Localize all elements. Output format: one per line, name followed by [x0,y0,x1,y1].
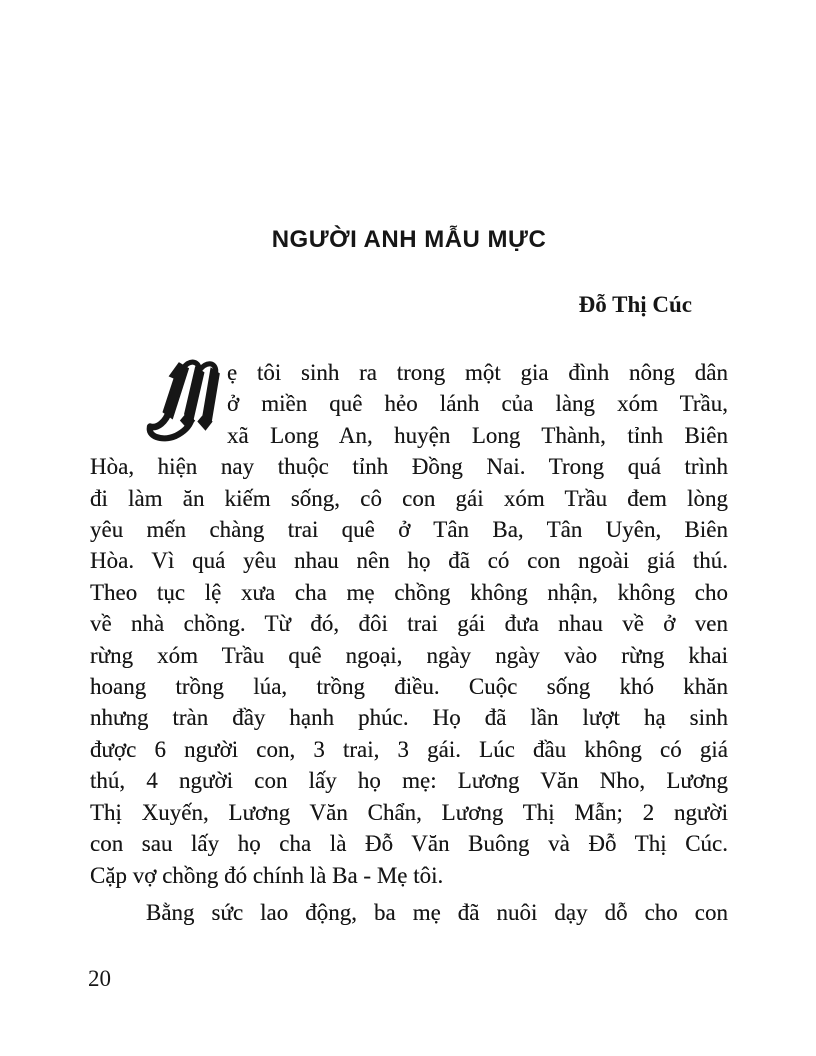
text-line: hoang trồng lúa, trồng điều. Cuộc sống khó khăn [90,674,728,700]
text-line: thú, 4 người con lấy họ mẹ: Lương Văn Nho, Lương [90,768,728,794]
chapter-title: NGƯỜI ANH MẪU MỰC [271,226,547,253]
paragraph-2 [90,897,728,928]
text-line: yêu mến chàng trai quê ở Tân Ba, Tân Uyên, Biên [90,517,728,543]
text-line: ở miền quê hẻo lánh của làng xóm Trầu, [227,391,728,417]
text-line: Hòa, hiện nay thuộc tỉnh Đồng Nai. Trong quá trình [90,454,728,480]
text-line: ẹ tôi sinh ra trong một gia đình nông dân [227,360,728,385]
text-line: Theo tục lệ xưa cha mẹ chồng không nhận, không cho [90,579,728,605]
drop-cap [90,357,227,449]
text-line: nhưng tràn đầy hạnh phúc. Họ đã lần lượt hạ sinh [90,705,728,731]
text-line: rừng xóm Trầu quê ngoại, ngày ngày vào rừng khai [90,642,728,668]
blackletter-m-icon [145,359,225,441]
text-line: Thị Xuyến, Lương Văn Chẩn, Lương Thị Mẫn; 2 người [90,799,728,825]
text-line: Cặp vợ chồng đó chính là Ba - Mẹ tôi. [90,862,444,888]
paragraph-1 [90,357,728,891]
text-line: Bằng sức lao động, ba mẹ đã nuôi dạy dỗ cho con [146,899,728,925]
author-name: Đỗ Thị Cúc [578,292,692,317]
text-line: xã Long An, huyện Long Thành, tỉnh Biên [227,422,728,448]
text-line: về nhà chồng. Từ đó, đôi trai gái đưa nhau về ở ven [90,611,728,637]
page-number: 20 [88,966,111,991]
text-line: đi làm ăn kiếm sống, cô con gái xóm Trầu đem lòng [90,485,728,511]
text-line: con sau lấy họ cha là Đỗ Văn Buông và Đỗ Thị Cúc. [90,831,728,857]
body-text [90,357,728,928]
text-line: được 6 người con, 3 trai, 3 gái. Lúc đầu không có giá [90,736,728,762]
text-line: Hòa. Vì quá yêu nhau nên họ đã có con ngoài giá thú. [90,548,728,574]
